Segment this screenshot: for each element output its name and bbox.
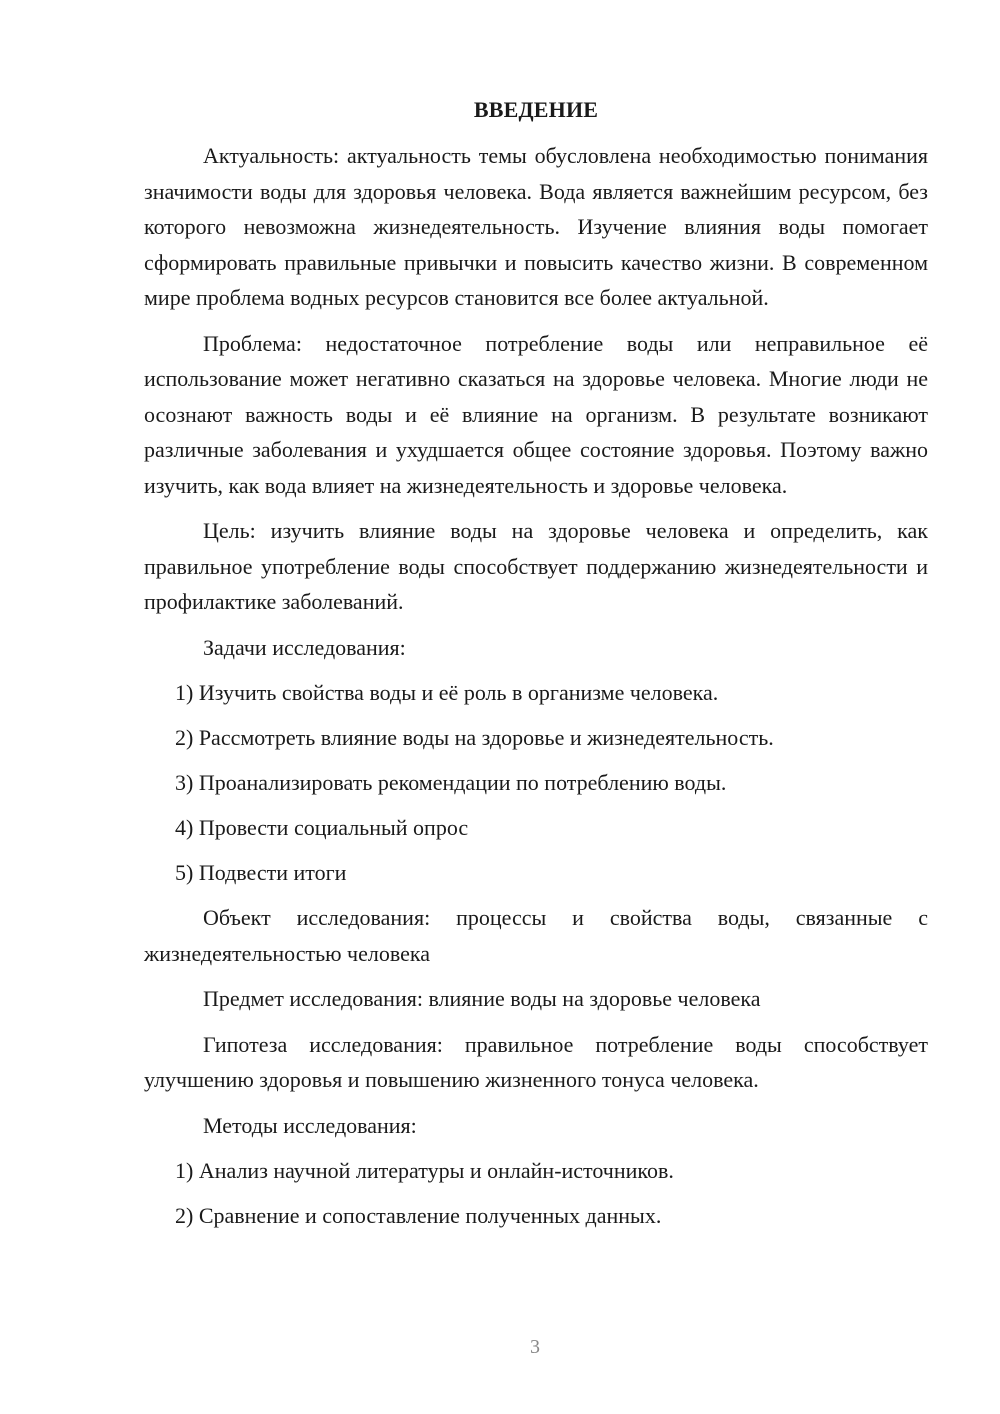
relevance-paragraph: Актуальность: актуальность темы обусловлена необходимостью понимания значимости воды для здоровья человека. Вода является важнейшим ресурсом, без которого невозможна жизнедеятельность. Изучение влияния воды помогает сформировать правильные привычки и повысить качество жизни. В современном мире проблема водных ресурсов становится все более актуальной. — [144, 143, 928, 310]
tasks-heading: Задачи исследования: — [203, 634, 406, 660]
document-page — [144, 95, 928, 1243]
page-number: 3 — [530, 1336, 540, 1358]
task-item: 2) Рассмотреть влияние воды на здоровье и жизнедеятельность. — [175, 725, 774, 750]
methods-heading: Методы исследования: — [203, 1112, 417, 1138]
method-item: 2) Сравнение и сопоставление полученных данных. — [175, 1203, 662, 1228]
hypothesis-paragraph: Гипотеза исследования: правильное потребление воды способствует улучшению здоровья и повышению жизненного тонуса человека. — [144, 1031, 928, 1092]
problem-paragraph: Проблема: недостаточное потребление воды или неправильное её использование может негативно сказаться на здоровье человека. Многие люди не осознают важность воды и её влияние на организм. В результате возникают различные заболевания и ухудшается общее состояние здоровья. Поэтому важно изучить, как вода влияет на жизнедеятельность и здоровье человека. — [144, 330, 928, 498]
subject-paragraph: Предмет исследования: влияние воды на здоровье человека — [203, 986, 761, 1011]
task-item: 5) Подвести итоги — [175, 860, 347, 885]
method-item: 1) Анализ научной литературы и онлайн-источников. — [175, 1158, 674, 1183]
object-paragraph: Объект исследования: процессы и свойства воды, связанные с жизнедеятельностью человека — [144, 905, 928, 966]
task-item: 1) Изучить свойства воды и её роль в организме человека. — [175, 680, 719, 705]
task-item: 3) Проанализировать рекомендации по потреблению воды. — [175, 770, 727, 795]
section-title: ВВЕДЕНИЕ — [473, 97, 599, 122]
task-item: 4) Провести социальный опрос — [175, 815, 469, 840]
goal-paragraph: Цель: изучить влияние воды на здоровье человека и определить, как правильное употребление воды способствует поддержанию жизнедеятельности и профилактике заболеваний. — [144, 518, 928, 614]
